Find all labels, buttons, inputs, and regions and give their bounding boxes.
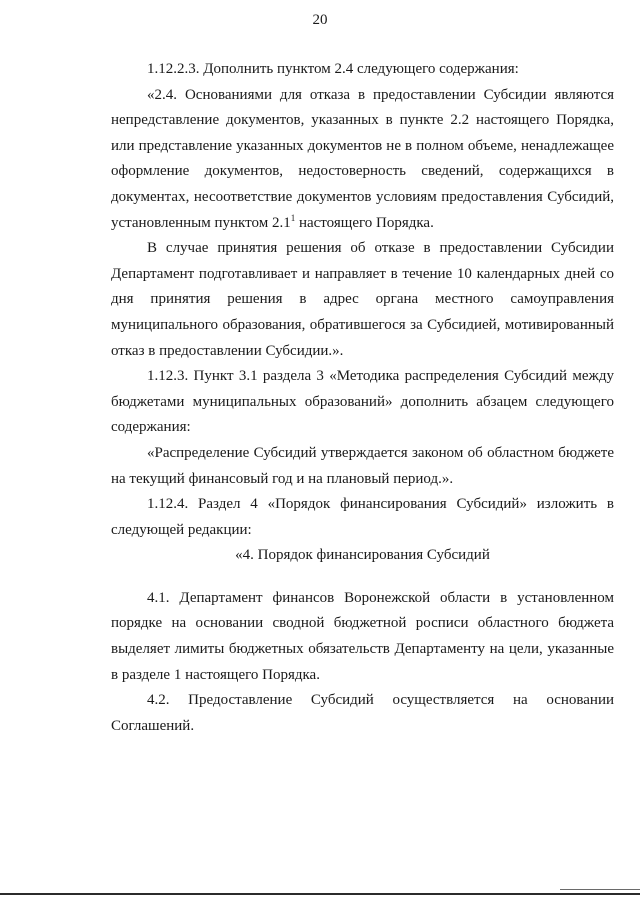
superscript-marker: 1: [290, 212, 296, 223]
paragraph-1-12-2-3: 1.12.2.3. Дополнить пунктом 2.4 следующего содержания:: [147, 61, 519, 77]
paragraph-distribution-approval: «Распределение Субсидий утверждается законом об областном бюджете на текущий финансовый год и на плановый период.».: [111, 444, 614, 487]
page-number: 20: [312, 12, 328, 28]
paragraph-text-end: настоящего Порядка.: [295, 214, 434, 231]
paragraph-1-12-4: 1.12.4. Раздел 4 «Порядок финансирования Субсидий» изложить в следующей редакции:: [111, 496, 614, 538]
paragraph-1-12-3: 1.12.3. Пункт 3.1 раздела 3 «Методика распределения Субсидий между бюджетами муниципальных образований» дополнить абзацем следующего содержания:: [111, 368, 614, 436]
bottom-scan-edge-divider: [0, 893, 640, 895]
document-body: [111, 57, 614, 739]
bottom-right-scan-mark: [560, 889, 640, 890]
paragraph-2-4-grounds-for-refusal: [111, 83, 614, 237]
section-heading-4: «4. Порядок финансирования Субсидий: [235, 547, 490, 564]
paragraph-refusal-decision: В случае принятия решения об отказе в предоставлении Субсидии Департамент подготавливает и направляет в течение 10 календарных дней со дня принятия решения в адрес органа местного самоуправления муниципального образования, обратившегося за Субсидией, мотивированный отказ в предоставлении Субсидии.».: [111, 240, 614, 359]
paragraph-4-1: 4.1. Департамент финансов Воронежской области в установленном порядке на основании сводной бюджетной росписи областного бюджета выделяет лимиты бюджетных обязательств Департаменту на цели, указанные в разделе 1 настоящего Порядка.: [111, 589, 614, 683]
paragraph-text: «2.4. Основаниями для отказа в предоставлении Субсидии являются непредставление документов, указанных в пункте 2.2 настоящего Порядка, или представление указанных документов не в полном объеме, ненадлежащее оформление документов, недостоверность сведений, содержащихся в документах, несоответствие документов условиям предоставления Субсидий, установленным пунктом 2.1: [111, 86, 614, 231]
paragraph-4-2: 4.2. Предоставление Субсидий осуществляется на основании Соглашений.: [111, 692, 614, 734]
